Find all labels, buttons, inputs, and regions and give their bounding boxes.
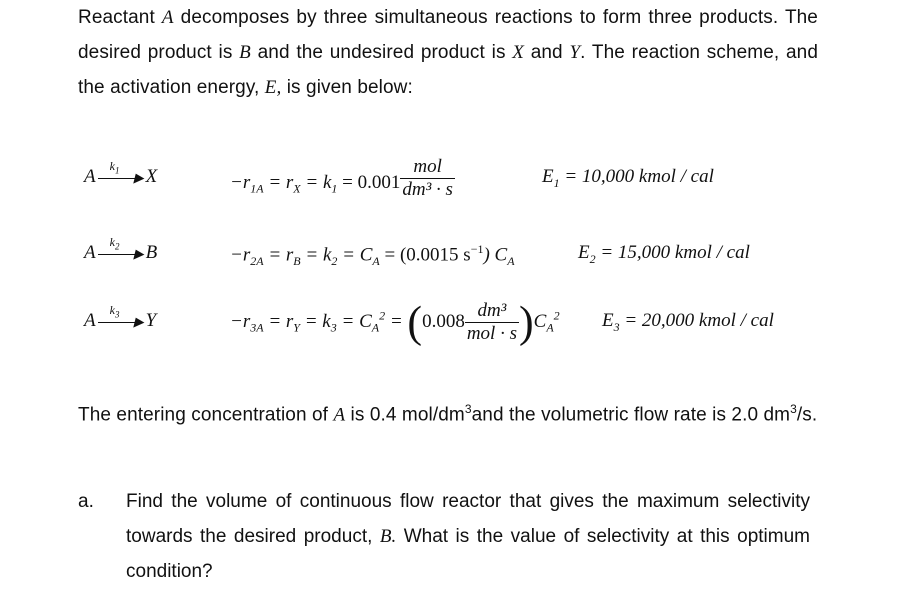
entering-text: The entering concentration of (78, 404, 334, 426)
rate-k: = k (300, 244, 332, 266)
reaction-row-2 (0, 228, 912, 288)
left-paren: ( (407, 297, 423, 347)
unit-denominator: mol · s (466, 323, 517, 344)
activation-energy-2 (578, 242, 750, 267)
entering-text: /s. (796, 404, 818, 426)
energy-label: E (602, 310, 614, 331)
var-y: Y (569, 42, 581, 63)
energy-value: = 15,000 kmol / cal (595, 242, 750, 263)
rate-constant-label: k (109, 158, 115, 173)
rate-mid: = r (263, 310, 294, 332)
question-body (126, 484, 810, 589)
rate-lhs: −r (230, 244, 251, 266)
energy-sub: 1 (553, 175, 560, 190)
reaction-scheme-1 (84, 158, 158, 189)
intro-text: Reactant (78, 7, 162, 28)
rate-k-sub: 2 (331, 254, 338, 269)
var-e: E, (264, 77, 282, 98)
reaction-arrow-icon: $k_1$ ▶ (96, 167, 146, 189)
energy-sub: 3 (613, 319, 620, 334)
tail-conc: C (533, 310, 547, 332)
conc: C (359, 310, 372, 332)
rate-unit-fraction (400, 156, 455, 201)
reaction-arrow-icon: $k_3$ ▶ (96, 311, 146, 333)
rate-value-sup: −1 (470, 242, 484, 256)
rate-unit-fraction (465, 300, 519, 345)
question-label: a. (78, 491, 94, 512)
rate-lhs: −r (230, 171, 251, 193)
var-b: B (239, 42, 251, 63)
energy-label: E (578, 242, 590, 263)
rate-lhs-sub: 2A (250, 254, 264, 269)
reaction-row-1 (0, 152, 912, 212)
unit-numerator: dm³ (465, 300, 519, 323)
rate-constant-label: k (109, 234, 115, 249)
reactant: A (84, 310, 96, 331)
rate-value-close-sub: A (507, 254, 515, 269)
entering-text: and the volumetric flow rate is 2.0 dm (471, 404, 791, 426)
var-b: B. (379, 526, 397, 547)
intro-text: is given below: (281, 77, 413, 98)
energy-sub: 2 (589, 251, 596, 266)
rate-constant-label: k (109, 302, 115, 317)
intro-text: and the undesired product is (250, 42, 513, 63)
unit-numerator: mol (400, 156, 455, 179)
intro-text: decomposes by three simultaneous reactions to form three products. The desired product is (78, 7, 818, 63)
rate-value: = 0.001 (337, 171, 401, 193)
rate-law-2: $-r_{2A} = r_B = k_2 = C_A = (0.0015$ $s^{-1}$) $C_A$ (230, 242, 515, 269)
reactant: A (84, 242, 96, 263)
rate-law-1 (230, 156, 455, 201)
reaction-scheme-3 (84, 302, 157, 333)
rate-mid-sub: B (293, 254, 301, 269)
rate-mid: = r (263, 171, 294, 193)
reaction-row-3 (0, 296, 912, 356)
product: Y (145, 310, 157, 331)
rate-k-sub: 3 (330, 320, 337, 335)
superscript: 3 (464, 402, 472, 416)
entering-conditions-paragraph (78, 392, 818, 432)
tail-conc-sub: A (546, 320, 554, 335)
rate-mid-sub: X (293, 181, 301, 196)
reactant: A (84, 166, 96, 187)
rate-mid: = r (263, 244, 294, 266)
question-text: Find the volume of continuous flow reactor that gives the maximum selectivity towards the desired product, (126, 491, 810, 547)
rate-lhs-sub: 1A (250, 181, 264, 196)
rate-lhs: −r (230, 310, 251, 332)
product: X (145, 166, 158, 187)
var-x: X (512, 42, 524, 63)
reaction-arrow-icon: $k_2$ ▶ (96, 243, 146, 265)
question-text: What is the value of selectivity at this optimum condition? (126, 526, 810, 582)
entering-text: is 0.4 mol/dm (345, 404, 465, 426)
activation-energy-1 (542, 166, 714, 191)
intro-text: and (524, 42, 570, 63)
rate-constant-sub: 3 (114, 309, 120, 320)
rate-mid-sub: Y (293, 320, 300, 335)
rate-law-3: $-r_{3A} = r_Y = k_3 = C_A^2 = (0.008$ $\frac{\text{dm³}}{\text{mol · s}}$ )$C_A^2$ (230, 297, 560, 347)
rate-k-sub: 1 (331, 181, 338, 196)
rate-value-close: ) C (483, 244, 508, 266)
right-paren: ) (518, 297, 534, 347)
product: B (145, 242, 158, 263)
conc-sub: A (371, 320, 380, 335)
var-a: A (333, 404, 346, 426)
rate-lhs-sub: 3A (250, 320, 264, 335)
var-a: A (161, 7, 174, 28)
unit-denominator: dm³ · s (402, 179, 453, 200)
rate-constant-sub: 1 (114, 165, 120, 176)
conc-sup: 2 (379, 308, 386, 323)
conc: C (359, 244, 373, 266)
tail-conc-sup: 2 (553, 308, 560, 323)
intro-text: . The reaction scheme, and the activation energy, (78, 42, 818, 98)
rate-constant-sub: 2 (114, 241, 120, 252)
reaction-scheme-2 (84, 234, 158, 265)
energy-label: E (542, 166, 554, 187)
intro-paragraph (78, 0, 818, 105)
rate-value: 0.008 (422, 310, 465, 332)
rate-value: = (0.0015 s (379, 244, 471, 266)
superscript: 3 (790, 402, 797, 416)
energy-value: = 20,000 kmol / cal (619, 310, 774, 331)
rate-k: = k (300, 171, 332, 193)
rate-k: = k (299, 310, 331, 332)
activation-energy-3 (602, 310, 774, 335)
conc-sub: A (372, 254, 380, 269)
energy-value: = 10,000 kmol / cal (559, 166, 714, 187)
